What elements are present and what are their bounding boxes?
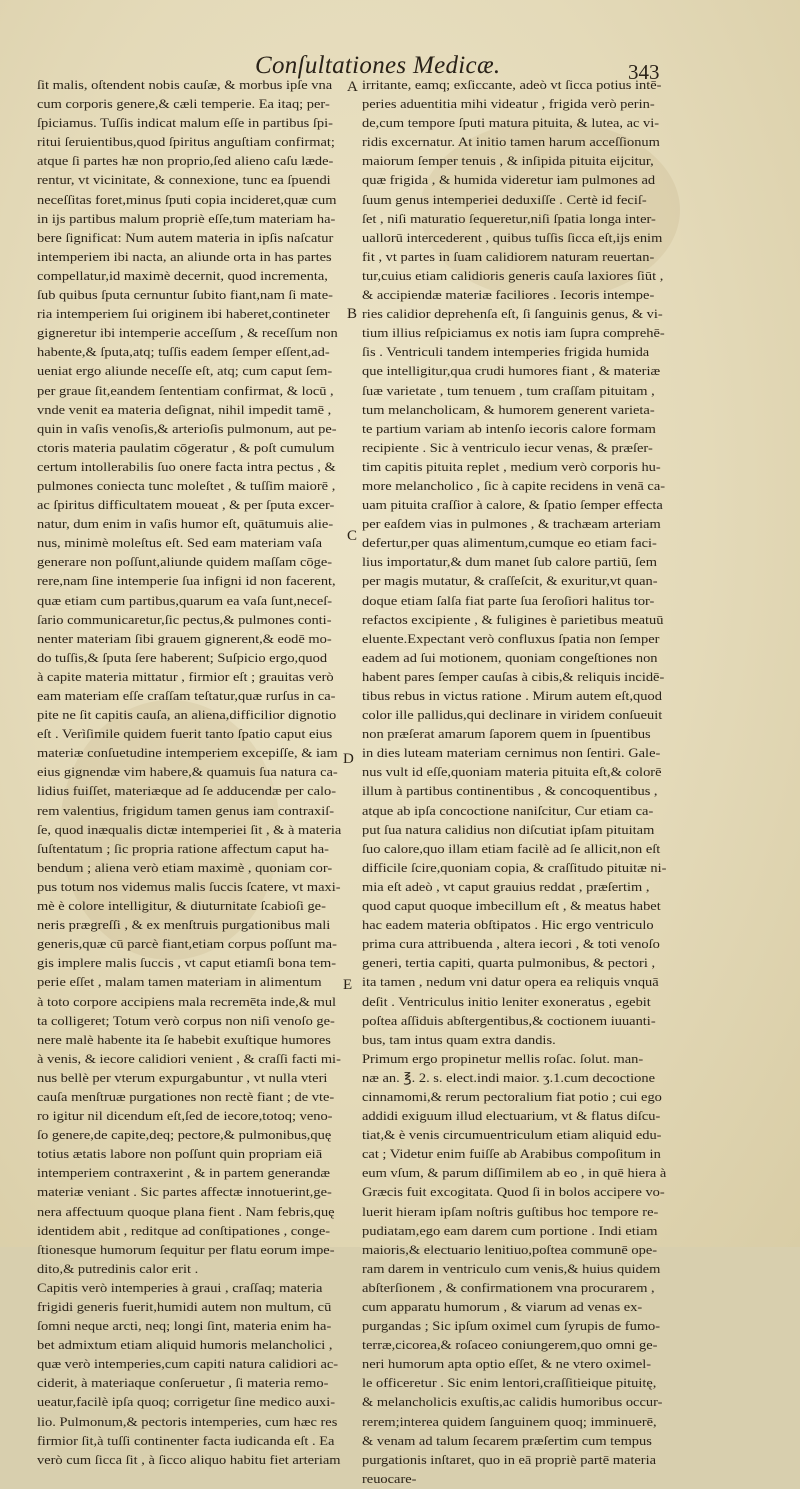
text-line: perie eſſet , malam tamen materiam in alimentum (37, 975, 322, 990)
text-line: tum melancholicam, & humorem generent varieta- (362, 402, 655, 417)
text-line: ueatur,facilè ipſa quoq; corrigetur ſine medico auxi- (37, 1395, 336, 1410)
text-line: cat ; Videtur enim fuiſſe ab Arabibus compoſitum in (362, 1147, 661, 1162)
text-line: næ an. ℥. 2. s. elect.indi maior. ʒ.1.cum decoctione (362, 1070, 656, 1085)
running-title: Conſultationes Medicæ. (255, 52, 501, 79)
text-line: ctoris materia paulatim cōgeratur , & poſt cumulum (37, 440, 335, 455)
text-line: neri humorum apta optio eſſet, & ne vtero oximel- (362, 1357, 652, 1372)
text-line: cum apparatu humorum , & viarum ad venas ex- (362, 1300, 643, 1314)
text-line: neceſſitas foret,minus ſputi copia incideret,quæ cum (37, 192, 337, 207)
text-line: à capite materia mittatur , firmior eſt ; grauitas verò (37, 669, 334, 684)
text-line: uallorū intercederent , quibus tuſſis ſicca eſt,ijs enim (362, 230, 663, 245)
text-line: ſomni neque arcti, neq; longi ſint, materia enim ha- (37, 1319, 332, 1334)
text-line: in ijs partibus malum propriè eſſe,tum materiam ha- (37, 211, 336, 226)
text-line: ſpiciamus. Tuſſis indicat malum eſſe in partibus ſpi- (37, 116, 333, 131)
text-line: refactos excipiente , & fuligines è parietibus meatuū (362, 612, 664, 627)
text-line: recipiente . Sic à ventriculo iecur venas, & præſer- (362, 440, 653, 455)
text-line: difficile ſcire,quoniam copia, & craſſitudo pituitæ ni- (362, 860, 667, 875)
right-text-column (362, 76, 672, 1489)
text-line: intemperiem contraxerint , & in partem generandæ (37, 1166, 331, 1181)
text-line: Græcis fuit excogitata. Quod ſi in bolos accipere vo- (362, 1185, 665, 1200)
text-line: prima cura attribuenda , altera iecori , & toti venoſo (362, 937, 660, 952)
text-line: frigidi generis fuerit,humidi autem non multum, cū (37, 1300, 332, 1314)
text-line: cum corporis genere,& cæli temperie. Ea itaq; per- (37, 97, 330, 112)
text-line: natur, dum enim in vaſis humor eſt, quātumuis alie- (37, 517, 334, 532)
text-line: non præſerat amarum ſaporem quem in ſpuentibus (362, 727, 651, 742)
text-line: ſuæ varietate , tum tenuem , tum craſſam pituitam , (362, 383, 655, 398)
text-line: de,cum tempore ſputi matura pituita, & lutea, ac vi- (362, 116, 660, 131)
page-number: 343 (628, 60, 660, 84)
text-line: per graue ſit,eandem ſententiam confirmat, & locū , (37, 383, 334, 398)
text-line: certum intollerabilis ſuo onere facta intra pectus , & (37, 459, 336, 474)
text-line: quod caput quoque imbecillum eſt , & meatus habet (362, 899, 661, 914)
text-line: uam pituita craſſior à calore, & ſpatio ſemper effecta (362, 498, 663, 513)
text-line: abſterſionem , & confirmationem vna procurarem , (362, 1280, 655, 1295)
text-line: eam materiam eſſe craſſam teſtatur,quæ rurſus in ca- (37, 689, 336, 703)
text-line: ram darem in ventriculo cum venis,& huius quidem (362, 1261, 661, 1276)
text-line: reuocare- (362, 1471, 417, 1486)
text-line: rerem;interea quidem ſanguinem quoq; imminuerē, (362, 1414, 657, 1429)
text-line: maiorum ſemper tenuis , & inſipida pituita eijcitur, (362, 154, 654, 169)
text-line: nenter materiam ſibi grauem gignerent,& eodē mo- (37, 631, 332, 646)
text-line: do tuſſis,& ſputa ſere haberent; Suſpicio ergo,quod (37, 650, 328, 665)
text-line: per eaſdem vias in pulmones , & trachæam arteriam (362, 517, 661, 532)
text-line: put ſua natura calidius non diſcutiat ipſam pituitam (362, 822, 655, 837)
text-line: peries aduentitia mihi videatur , frigida verò perin- (362, 97, 655, 112)
text-line: nera affectuum quoque plana fient . Nam febris,quę (37, 1204, 335, 1219)
text-line: & venam ad talum ſecarem præſertim cum tempus (362, 1433, 652, 1448)
text-line: bus, tam intus quam extra dandis. (362, 1032, 556, 1047)
text-line: purgandas ; Sic ipſum oximel cum ſyrupis de fumo- (362, 1319, 661, 1334)
text-line: Capitis verò intemperies à graui , craſſaq; materia (37, 1280, 323, 1295)
text-line: eius gignendæ vim habere,& quamuis ſua natura ca- (37, 765, 338, 780)
text-line: ſo genere,de capite,deq; pectore,& pulmonibus,quę (37, 1128, 332, 1143)
text-line: gis implere malis ſuccis , vt caput etiamſi bona tem- (37, 956, 337, 971)
text-line: cauſa menſtruæ purgationes non rectè fiant ; de vte- (37, 1089, 335, 1104)
text-line: more melancholico , ſic à capite recidens in venā ca- (362, 478, 666, 493)
text-line: rem valentius, frigidum tamen genus iam contraxiſ- (37, 803, 335, 818)
text-line: totius ætatis labore non poſſunt quin propriam eiā (37, 1147, 323, 1162)
text-line: ſuſtentatum ; ſic propria ratione affectum caput ha- (37, 841, 329, 856)
margin-letter-d: D (343, 751, 354, 767)
text-line: firmior ſit,à tuſſi continenter facta iudicanda eſt . Ea (37, 1433, 335, 1448)
text-line: deſit . Ventriculus initio leniter exoneratus , egebit (362, 994, 651, 1009)
text-line: intemperiem ibi nacta, an aliunde orta in has partes (37, 249, 332, 264)
text-line: dito,& putredinis calor erit . (37, 1261, 199, 1276)
text-line: defertur,per quas alimentum,cumque eo etiam faci- (362, 536, 657, 551)
text-line: rentur, vt vicinitate, & connexione, tunc ea ſpuendi (37, 173, 331, 188)
text-line: pudiatam,ego eam darem cum portione . Indi etiam (362, 1223, 658, 1238)
text-line: mè è colore intelligitur, & diuturnitate ſcabioſi ge- (37, 899, 326, 914)
margin-letter-b: B (347, 306, 358, 322)
text-line: bere ſignificat: Num autem materia in ipſis naſcatur (37, 230, 334, 245)
text-line: mia eſt adeò , vt caput grauius reddat , præſertim , (362, 879, 650, 894)
text-line: lidius fuiſſet, materiæque ad ſe adducendæ per calo- (37, 784, 337, 799)
text-line: neris prægreſſi , & ex menſtruis purgationibus mali (37, 918, 331, 933)
text-line: nus bellè per vterum expurgabuntur , vt nulla vteri (37, 1070, 328, 1085)
text-line: ſit malis, oſtendent nobis cauſæ, & morbus ipſe vna (37, 78, 333, 92)
text-line: atque ſi partes hæ non proprio,ſed alieno caſu læde- (37, 154, 334, 169)
text-line: que intelligitur,qua crudi humores fiant , & materiæ (362, 364, 661, 379)
text-line: bendum ; aliena verò etiam maximè , quoniam cor- (37, 860, 333, 875)
text-line: habent pares ſemper cauſas à cibis,& reliquis incidē- (362, 669, 665, 684)
text-line: ries calidior deprehenſa eſt, ſi ſanguinis genus, & vi- (362, 307, 663, 322)
text-line: pulmones coniecta tunc moleſtet , & tuſſim maiorē , (37, 478, 336, 493)
text-line: tim capitis pituita replet , medium verò corporis hu- (362, 459, 661, 474)
text-line: ueniat ergo aliunde neceſſe eſt, atq; cum caput ſem- (37, 364, 333, 379)
text-line: ſet , niſi maturatio ſequeretur,niſi ſpatia longa inter- (362, 211, 656, 226)
text-line: & accipiendæ materiæ faciliores . Iecoris intempe- (362, 288, 655, 303)
text-line: cinnamomi,& rerum pectoralium fiat potio ; cui ego (362, 1089, 662, 1104)
text-line: eum vſum, & parum diſſimilem ab eo , in quē hiera à (362, 1166, 667, 1181)
text-line: terræ,cicorea,& roſaceo coniungerem,quo omni ge- (362, 1338, 658, 1353)
text-line: à venis, & iecore calidiori venient , & craſſi facti mi- (37, 1051, 341, 1066)
text-line: ita tamen , nedum vni datur opera ea reliquis vnquā (362, 975, 659, 990)
text-line: poſtea aſſiduis abſtergentibus,& coctionem iuuanti- (362, 1013, 656, 1028)
text-line: lius importatur,& dum manet ſub calore partiū, ſem (362, 555, 657, 570)
text-line: ciderit, à materiaque conſeruetur , ſi materia remo- (37, 1376, 329, 1391)
text-line: ac ſpiritus difficultatem moueat , & per ſputa excer- (37, 498, 335, 513)
text-line: tibus rebus in victus ratione . Mirum autem eſt,quod (362, 689, 662, 703)
text-line: tium illius reſpiciamus ex notis iam ſupra comprehē- (362, 326, 665, 341)
text-line: & melancholicis exuſtis,ac calidis humoribus occur- (362, 1395, 663, 1410)
text-line: eadem ad ſui motionem, quoniam congeſtiones non (362, 650, 658, 665)
text-line: pus totum nos videmus malis ſuccis ſcatere, vt maxi- (37, 879, 341, 894)
text-line: ridis excernatur. At initio tamen harum acceſſionum (362, 135, 660, 150)
text-line: ritui ſeruientibus,quod ſpiritus anguſtiam confirmat; (37, 135, 335, 150)
text-line: ſe, quod inæqualis dictæ intemperiei ſit , & à materia (37, 822, 342, 837)
text-line: generare non poſſunt,aliunde quidem maſſam cōge- (37, 555, 333, 570)
text-line: atque ab ipſa concoctione naniſcitur, Cur etiam ca- (362, 803, 654, 818)
text-line: fit , vt partes in ſuam calidiorem naturam reuertan- (362, 249, 655, 264)
text-line: bet admixtum etiam aliquid humoris melancholici , (37, 1338, 333, 1353)
text-line: ſario communicaretur,ſic pectus,& pulmones conti- (37, 612, 332, 627)
text-line: ro igitur nil dicendum eſt,ſed de iecore,totoq; veno- (37, 1109, 333, 1124)
text-line: eſt . Verìſimile quidem fuerit tanto ſpatio caput eius (37, 727, 333, 742)
text-line: lio. Pulmonum,& pectoris intemperies, cum hæc res (37, 1414, 338, 1429)
text-line: generis,quæ cū parcè fiant,etiam corpus poſſunt ma- (37, 937, 337, 952)
text-line: ſuo calore,quo illam etiam facilè ad ſe allicit,non eſt (362, 841, 661, 856)
text-line: le officeretur . Sic enim lentori,craſſitieique pituitę, (362, 1376, 657, 1391)
text-line: quæ verò intemperies,cum capiti natura calidiori ac- (37, 1357, 339, 1372)
text-line: à toto corpore accipiens mala recremēta inde,& mul (37, 994, 337, 1009)
text-line: eluente.Expectant verò confluxus ſpatia non ſemper (362, 631, 660, 646)
text-line: identidem abit , reditque ad conſtipationes , conge- (37, 1223, 331, 1238)
text-line: gigneretur ibi intemperie acceſſum , & receſſum non (37, 326, 338, 341)
text-line: ſtionesque humorum ſequitur per flatu eorum impe- (37, 1242, 335, 1257)
text-line: verò cum ſicca ſit , à ſicco aliquo habitu fiet arteriam (37, 1452, 341, 1467)
text-line: te partium variam ab intenſo iecoris calore formam (362, 421, 656, 436)
text-line: quin in vaſis venoſis,& arterioſis pulmonum, aut pe- (37, 421, 337, 436)
text-line: irritante, eamq; exſiccante, adeò vt ſicca potius intē- (362, 78, 662, 92)
text-line: nus vult id eſſe,quoniam materia pituita eſt,& colorē (362, 765, 662, 780)
text-line: in dies luteam materiam cernimus non ſentiri. Gale- (362, 746, 661, 761)
text-line: ria intemperiem ſui originem ibi haberet,contineter (37, 307, 330, 322)
text-line: habente,& ſputa,atq; tuſſis eadem ſemper eſſent,ad- (37, 345, 330, 360)
text-line: luerit hieram ipſam noſtris guſtibus hoc tempore re- (362, 1204, 659, 1219)
text-line: tur,cuius etiam calidioris generis cauſa laxiores ſiūt , (362, 268, 664, 283)
text-line: vnde venit ea materia deſignat, nihil impedit tamē , (37, 402, 332, 417)
text-line: compellatur,id maximè decernit, quod incrementa, (37, 268, 328, 283)
text-line: nere malè habente ita ſe habebit exuſtique humores (37, 1032, 331, 1047)
text-line: purgationis inſtaret, quo in eā propriè partē materia (362, 1452, 656, 1467)
text-line: nus, minimè moleſtus eſt. Sed eam materiam vaſa (37, 536, 323, 551)
text-line: doque etiam ſalſa fiat parte ſua ſeroſiori halitus tor- (362, 593, 655, 608)
text-line: hac eadem materia obſtipatos . Hic ergo ventriculo (362, 918, 654, 933)
text-line: per magis mutatur, & craſſeſcit, & exuritur,vt quan- (362, 574, 658, 589)
text-line: illum à partibus continentibus , & concoquentibus , (362, 784, 658, 799)
text-line: pite ne ſit capitis cauſa, an aliena,difficilior dignotio (37, 708, 337, 723)
text-line: color ille pallidus,qui declinare in viridem conſueuit (362, 708, 663, 723)
text-line: Primum ergo propinetur mellis roſac. ſolut. man- (362, 1051, 644, 1066)
margin-letter-a: A (347, 79, 358, 95)
margin-letter-e: E (343, 977, 353, 993)
text-line: tiat,& è venis circumuentriculum etiam aliquid edu- (362, 1128, 662, 1143)
text-line: ta colligeret; Totum verò corpus non niſi venoſo ge- (37, 1013, 335, 1028)
text-line: generi, tertia capiti, quarta pulmonibus, & pectori , (362, 956, 656, 971)
text-line: ſub quibus ſputa cernuntur ſubito fiant,nam ſi mate- (37, 288, 333, 303)
text-line: materiæ conſuetudine intemperiem excepiſſe, & iam (37, 746, 338, 761)
text-line: quæ etiam cum partibus,quarum ea vaſa ſunt,neceſ- (37, 593, 333, 608)
text-line: ſuum genus intemperiei deduxiſſe . Certè id feciſ- (362, 192, 647, 207)
left-text-column (37, 76, 358, 1470)
text-line: rere,nam ſine intemperie ſua infigni id non facerent, (37, 574, 336, 589)
text-line: quæ frigida , & humida videretur iam pulmones ad (362, 173, 656, 188)
text-line: addidi exiguum illud electuarium, vt & flatus diſcu- (362, 1109, 661, 1124)
margin-letter-c: C (347, 528, 358, 544)
text-line: ſis . Ventriculi tandem intemperies frigida humida (362, 345, 650, 360)
text-line: maioris,& electuario lenitiuo,poſtea communē ope- (362, 1242, 658, 1257)
text-line: materiæ veniant . Sic partes affectæ innotuerint,ge- (37, 1185, 332, 1200)
